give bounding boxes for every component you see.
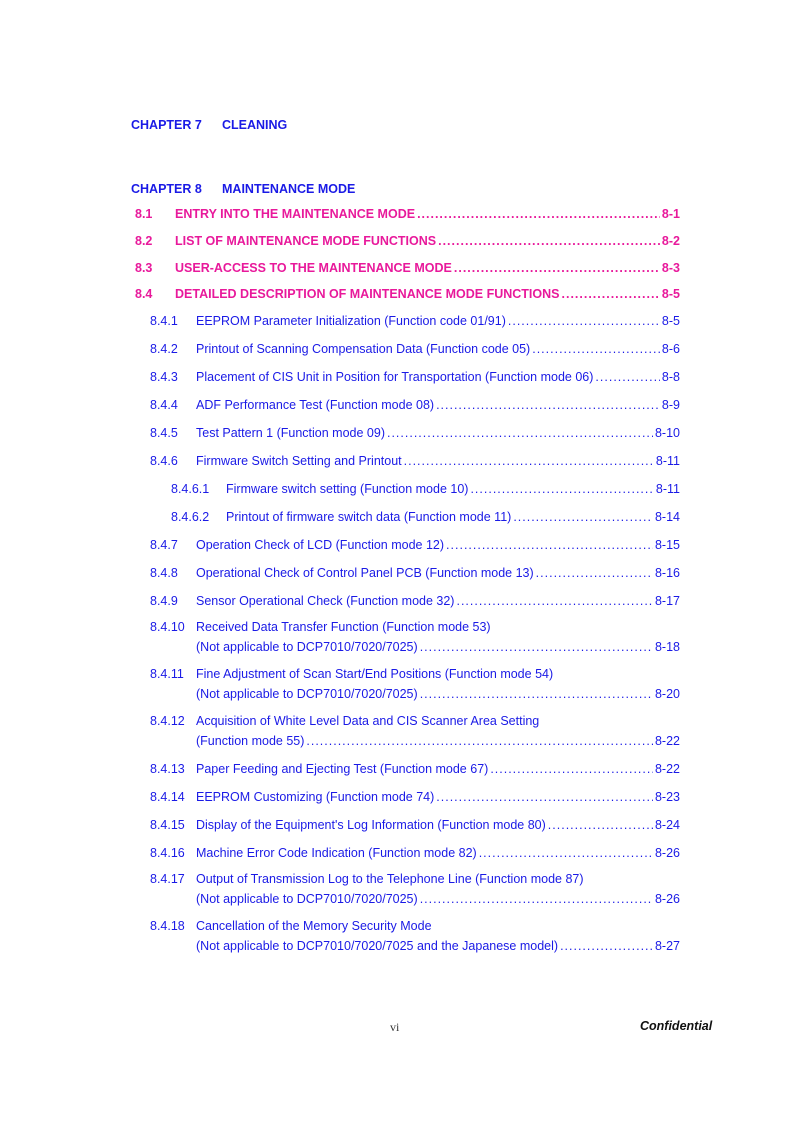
chapter-title: MAINTENANCE MODE (222, 182, 356, 196)
toc-entry-title: (Not applicable to DCP7010/7020/7025) (196, 687, 418, 701)
toc-entry-title: Machine Error Code Indication (Function mode 82) (196, 846, 477, 860)
toc-entry-number: 8.4.1 (150, 314, 178, 328)
confidential-label: Confidential (640, 1019, 713, 1033)
toc-entry[interactable] (135, 234, 680, 254)
toc-entry-title: Acquisition of White Level Data and CIS Scanner Area Setting (196, 714, 540, 728)
toc-entry-title: Placement of CIS Unit in Position for Transportation (Function mode 06) (196, 370, 594, 384)
toc-entry-title: Received Data Transfer Function (Function mode 53) (196, 620, 491, 634)
toc-entry-title: (Not applicable to DCP7010/7020/7025) (196, 640, 418, 654)
dot-leader (454, 261, 660, 275)
chapter-7-heading (131, 118, 287, 132)
toc-entry-page: 8-20 (654, 687, 680, 701)
toc-entry-title: Sensor Operational Check (Function mode 32) (196, 594, 455, 608)
toc-entry-title: (Function mode 55) (196, 734, 305, 748)
toc-entry-number: 8.4.8 (150, 566, 178, 580)
dot-leader (306, 734, 653, 748)
toc-entry-first-line (150, 714, 539, 728)
toc-entry-title: EEPROM Customizing (Function mode 74) (196, 790, 435, 804)
toc-entry[interactable] (135, 287, 680, 307)
toc-entry[interactable] (150, 342, 680, 362)
chapter-8-heading (131, 182, 355, 196)
toc-entry-number: 8.3 (135, 261, 153, 275)
toc-entry-title: Printout of firmware switch data (Function mode 11) (226, 510, 512, 524)
toc-entry-title: EEPROM Parameter Initialization (Function code 01/91) (196, 314, 506, 328)
toc-entry-first-line (150, 667, 553, 681)
dot-leader (490, 762, 653, 776)
dot-leader (508, 314, 660, 328)
dot-leader (420, 892, 653, 906)
toc-entry-page: 8-26 (654, 892, 680, 906)
toc-entry[interactable] (150, 370, 680, 390)
toc-entry-page: 8-17 (654, 594, 680, 608)
toc-entry-title: (Not applicable to DCP7010/7020/7025 and the Japanese model) (196, 939, 559, 953)
toc-entry[interactable] (150, 454, 680, 474)
toc-entry-number: 8.4.10 (150, 620, 185, 634)
toc-entry-page: 8-11 (655, 482, 680, 496)
toc-entry-title: Cancellation of the Memory Security Mode (196, 919, 432, 933)
dot-leader (595, 370, 660, 384)
toc-entry[interactable] (150, 398, 680, 418)
dot-leader (436, 398, 660, 412)
toc-entry-number: 8.4.18 (150, 919, 185, 933)
toc-entry-number: 8.4.16 (150, 846, 185, 860)
toc-entry-page: 8-14 (654, 510, 680, 524)
toc-entry-number: 8.4.17 (150, 872, 185, 886)
dot-leader (562, 287, 660, 301)
dot-leader (404, 454, 654, 468)
toc-entry-number: 8.4.6.2 (171, 510, 210, 524)
toc-entry-number: 8.4.12 (150, 714, 185, 728)
toc-entry-title: Test Pattern 1 (Function mode 09) (196, 426, 385, 440)
toc-entry-title: Firmware Switch Setting and Printout (196, 454, 402, 468)
toc-entry-number: 8.4.11 (150, 667, 184, 681)
toc-entry-page: 8-9 (661, 398, 680, 412)
toc-entry-page: 8-22 (654, 734, 680, 748)
dot-leader (446, 538, 653, 552)
toc-entry-number: 8.4.6.1 (171, 482, 210, 496)
toc-entry-number: 8.4.13 (150, 762, 185, 776)
toc-entry[interactable] (150, 687, 680, 707)
toc-entry-number: 8.4.5 (150, 426, 178, 440)
toc-entry[interactable] (150, 734, 680, 754)
toc-entry[interactable] (150, 538, 680, 558)
toc-entry[interactable] (150, 846, 680, 866)
toc-entry-first-line (150, 872, 584, 886)
toc-entry-title: Output of Transmission Log to the Telephone Line (Function mode 87) (196, 872, 584, 886)
toc-entry-page: 8-5 (661, 314, 680, 328)
toc-entry-page: 8-24 (654, 818, 680, 832)
toc-entry-page: 8-15 (654, 538, 680, 552)
chapter-title: CLEANING (222, 118, 288, 132)
dot-leader (387, 426, 653, 440)
dot-leader (536, 566, 653, 580)
chapter-number: CHAPTER 7 (131, 118, 202, 132)
toc-entry-number: 8.2 (135, 234, 153, 248)
toc-entry-page: 8-16 (654, 566, 680, 580)
toc-entry-first-line (150, 919, 432, 933)
toc-entry-page: 8-3 (661, 261, 680, 275)
toc-entry-number: 8.4 (135, 287, 153, 301)
toc-entry[interactable] (150, 892, 680, 912)
toc-entry-title: Display of the Equipment's Log Information (Function mode 80) (196, 818, 546, 832)
toc-entry-page: 8-27 (654, 939, 680, 953)
chapter-number: CHAPTER 8 (131, 182, 202, 196)
toc-entry-page: 8-11 (655, 454, 680, 468)
toc-entry[interactable] (150, 790, 680, 810)
toc-entry-title: USER-ACCESS TO THE MAINTENANCE MODE (175, 261, 452, 275)
toc-entry[interactable] (150, 818, 680, 838)
toc-entry-number: 8.4.7 (150, 538, 178, 552)
toc-entry-number: 8.4.15 (150, 818, 185, 832)
toc-entry-number: 8.4.3 (150, 370, 178, 384)
dot-leader (420, 687, 653, 701)
toc-entry-title: (Not applicable to DCP7010/7020/7025) (196, 892, 418, 906)
toc-entry-page: 8-26 (654, 846, 680, 860)
dot-leader (420, 640, 653, 654)
toc-entry[interactable] (150, 762, 680, 782)
dot-leader (456, 594, 653, 608)
toc-entry[interactable] (150, 594, 680, 614)
toc-entry-title: LIST OF MAINTENANCE MODE FUNCTIONS (175, 234, 437, 248)
toc-entry-number: 8.4.4 (150, 398, 178, 412)
toc-entry-title: ADF Performance Test (Function mode 08) (196, 398, 435, 412)
toc-entry-title: Operational Check of Control Panel PCB (Function mode 13) (196, 566, 534, 580)
toc-entry[interactable] (150, 640, 680, 660)
toc-entry-title: Fine Adjustment of Scan Start/End Positions (Function mode 54) (196, 667, 554, 681)
dot-leader (548, 818, 653, 832)
toc-entry-page: 8-6 (661, 342, 680, 356)
dot-leader (532, 342, 660, 356)
toc-entry-title: Operation Check of LCD (Function mode 12) (196, 538, 445, 552)
toc-entry-page: 8-8 (661, 370, 680, 384)
toc-entry-page: 8-18 (654, 640, 680, 654)
toc-entry[interactable] (150, 939, 680, 959)
toc-entry-page: 8-2 (661, 234, 680, 248)
toc-entry-first-line (150, 620, 491, 634)
toc-entry-page: 8-22 (654, 762, 680, 776)
dot-leader (470, 482, 653, 496)
dot-leader (438, 234, 660, 248)
toc-entry-number: 8.4.9 (150, 594, 178, 608)
toc-entry[interactable] (150, 314, 680, 334)
toc-entry-page: 8-23 (654, 790, 680, 804)
toc-entry-title: Printout of Scanning Compensation Data (Function code 05) (196, 342, 531, 356)
toc-entry-number: 8.4.2 (150, 342, 178, 356)
dot-leader (560, 939, 653, 953)
dot-leader (479, 846, 653, 860)
dot-leader (436, 790, 653, 804)
page-number: vi (390, 1020, 400, 1034)
toc-entry[interactable] (150, 426, 680, 446)
toc-entry[interactable] (171, 510, 680, 530)
dot-leader (513, 510, 653, 524)
toc-entry-page: 8-10 (654, 426, 680, 440)
toc-entry-page: 8-5 (661, 287, 680, 301)
dot-leader (417, 207, 660, 221)
toc-entry[interactable] (171, 482, 680, 502)
toc-entry-title: Paper Feeding and Ejecting Test (Function mode 67) (196, 762, 489, 776)
toc-entry-title: Firmware switch setting (Function mode 10) (226, 482, 469, 496)
toc-entry[interactable] (150, 566, 680, 586)
toc-entry-page: 8-1 (661, 207, 680, 221)
toc-entry[interactable] (135, 207, 680, 227)
toc-entry-title: ENTRY INTO THE MAINTENANCE MODE (175, 207, 416, 221)
toc-entry-number: 8.4.14 (150, 790, 185, 804)
toc-entry[interactable] (135, 261, 680, 281)
toc-entry-number: 8.4.6 (150, 454, 178, 468)
toc-entry-title: DETAILED DESCRIPTION OF MAINTENANCE MODE FUNCTIONS (175, 287, 560, 301)
toc-entry-number: 8.1 (135, 207, 153, 221)
